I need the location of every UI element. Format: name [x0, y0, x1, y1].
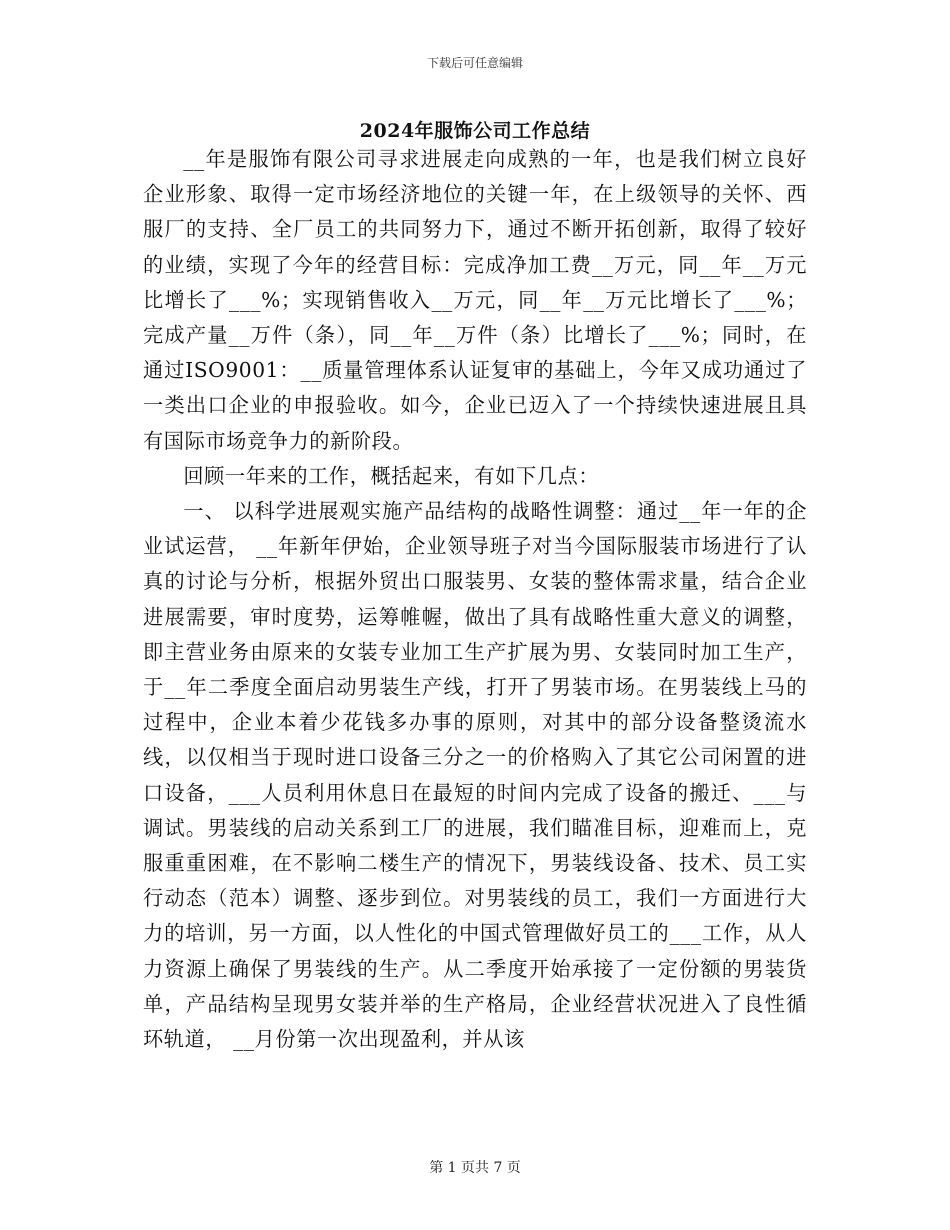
paragraph-point-one: 一、 以科学进展观实施产品结构的战略性调整：通过__年一年的企业试运营， __年新年伊始，企业领导班子对当今国际服装市场进行了认真的讨论与分析，根据外贸出口服装男、女装的整体需求量，结合企业进展需要，审时度势，运筹帷幄，做出了具有战略性重大意义的调整，即主营业务由原来的女装专业加工生产扩展为男、女装同时加工生产，于__年二季度全面启动男装生产线，打开了男装市场。在男装线上马的过程中，企业本着少花钱多办事的原则，对其中的部分设备整烫流水线，以仅相当于现时进口设备三分之一的价格购入了其它公司闲置的进口设备，___人员利用休息日在最短的时间内完成了设备的搬迁、___与调试。男装线的启动关系到工厂的进展，我们瞄准目标，迎难而上，克服重重困难，在不影响二楼生产的情况下，男装线设备、技术、员工实行动态（范本）调整、逐步到位。对男装线的员工，我们一方面进行大力的培训，另一方面，以人性化的中国式管理做好员工的___工作，从人力资源上确保了男装线的生产。从二季度开始承接了一定份额的男装货单，产品结构呈现男女装并举的生产格局，企业经营状况进入了良性循环轨道， __月份第一次出现盈利，并从该 [143, 499, 807, 1052]
paragraph-review: 回顾一年来的工作，概括起来，有如下几点： [183, 463, 600, 488]
page-footer: 第 1 页共 7 页 [429, 1160, 521, 1176]
document-title: 2024年服饰公司工作总结 [359, 120, 591, 142]
header-note: 下载后可任意编辑 [426, 56, 523, 70]
paragraph-intro: __年是服饰有限公司寻求进展走向成熟的一年，也是我们树立良好企业形象、取得一定市场经济地位的关键一年，在上级领导的关怀、西服厂的支持、全厂员工的共同努力下，通过不断开拓创新，取得了较好的业绩，实现了今年的经营目标：完成净加工费__万元，同__年__万元比增长了___%；实现销售收入__万元，同__年__万元比增长了___%；完成产量__万件（条），同__年__万件（条）比增长了___%；同时，在通过ISO9001：__质量管理体系认证复审的基础上，今年又成功通过了一类出口企业的申报验收。如今，企业已迈入了一个持续快速进展且具有国际市场竞争力的新阶段。 [143, 147, 807, 453]
document-body [143, 142, 807, 1057]
